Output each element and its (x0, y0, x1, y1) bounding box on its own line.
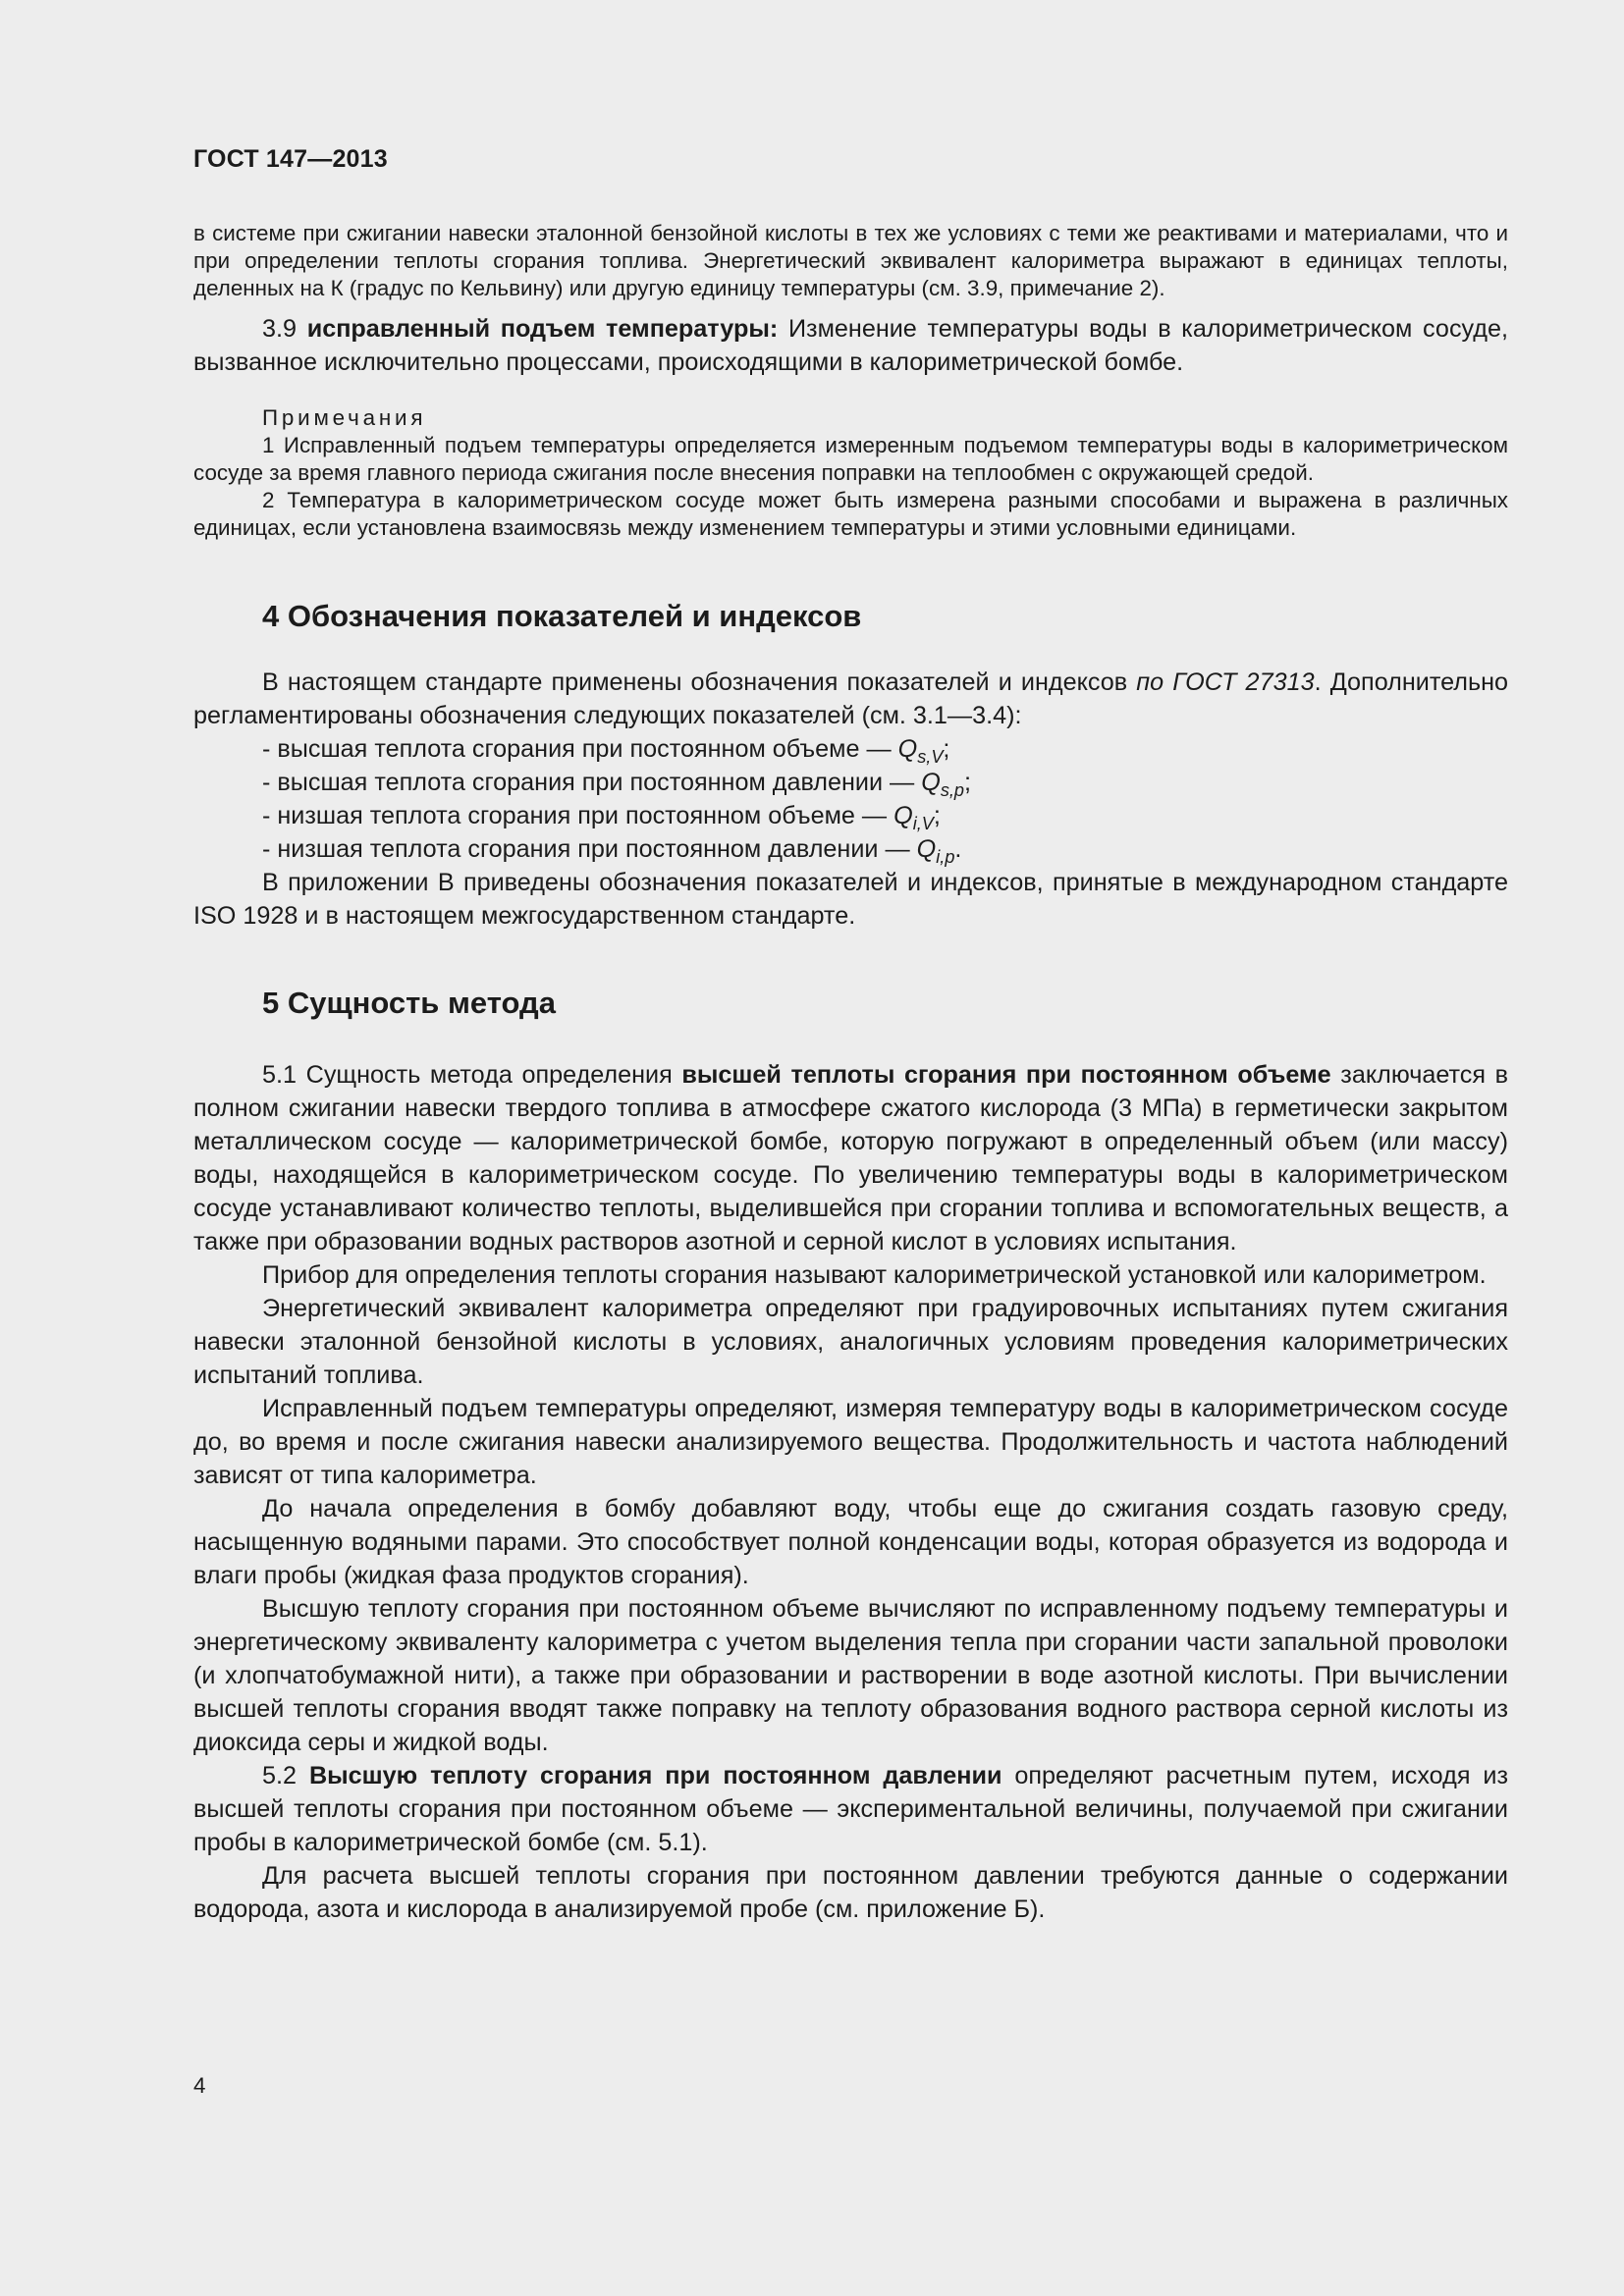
appendix-paragraph: В приложении В приведены обозначения показателей и индексов, принятые в международном стандарте ISO 1928 и в настоящем межгосударственном стандарте. (193, 869, 1508, 930)
term-3-9 (193, 312, 1508, 379)
paragraph-5-1 (193, 1058, 1508, 1258)
page-content (193, 145, 1508, 1926)
term-number: 3.9 (262, 315, 298, 343)
symbol (916, 835, 955, 867)
section-4-heading: 4 Обозначения показателей и индексов (262, 599, 862, 633)
gost-reference: по ГОСТ 27313 (1136, 668, 1315, 696)
list-item (193, 766, 1508, 799)
list-item-end: ; (943, 735, 950, 763)
section-5-heading: 5 Сущность метода (262, 986, 556, 1020)
paragraph: Энергетический эквивалент калориметра определяют при градуировочных испытаниях путем сжигания навески эталонной бензойной кислоты в условиях, аналогичных условиям проведения калориметрических испытаний топлива. (193, 1295, 1508, 1389)
p5-2-pre: 5.2 (262, 1762, 309, 1789)
list-item (193, 732, 1508, 766)
list-item-text: - низшая теплота сгорания при постоянном объеме — (262, 802, 894, 829)
intro-text-end: . Дополнительно регламентированы обозначения следующих показателей (см. 3.1—3.4): (193, 668, 1508, 729)
symbol-letter: Q (897, 735, 918, 763)
p5-2-post: определяют расчетным путем, исходя из высшей теплоты сгорания при постоянном объеме — экспериментальной величины, получаемой при сжигании пробы в калориметрической бомбе (см. 5.1). (193, 1762, 1509, 1856)
p5-1-post: заключается в полном сжигании навески твердого топлива в атмосфере сжатого кислорода (3 МПа) в герметически закрытом металлическом сосуде — калориметрической бомбе, которую погружают в определенный объем (или массу) воды, находящейся в калориметрическом сосуде. По увеличению температуры воды в калориметрическом сосуде устанавливают количество теплоты, выделившейся при сгорании топлива и вспомогательных веществ, а также при образовании водных растворов азотной и серной кислот в условиях испытания. (193, 1061, 1508, 1255)
symbol-subscript: i,p (936, 847, 955, 867)
symbol-subscript: i,V (912, 814, 934, 833)
paragraph: Прибор для определения теплоты сгорания называют калориметрической установкой или калориметром. (262, 1261, 1487, 1289)
symbol-letter: Q (921, 769, 941, 796)
list-item (193, 799, 1508, 832)
list-item-text: - высшая теплота сгорания при постоянном давлении — (262, 769, 922, 796)
term-definition: Изменение температуры воды в калориметрическом сосуде, вызванное исключительно процессами, происходящими в калориметрической бомбе. (193, 315, 1508, 376)
paragraph-5-2 (193, 1759, 1508, 1859)
list-item-end: ; (964, 769, 971, 796)
p5-1-term: высшей теплоты сгорания при постоянном объеме (681, 1061, 1331, 1089)
symbol (897, 735, 944, 767)
list-item (193, 832, 1508, 866)
term-name: исправленный подъем температуры: (306, 315, 779, 343)
symbol-subscript: s,p (940, 780, 964, 800)
symbol (921, 769, 964, 800)
section-4-intro (193, 666, 1508, 732)
note-2: 2 Температура в калориметрическом сосуде может быть измерена разными способами и выражена в различных единицах, если установлена взаимосвязь между изменением температуры и этими условными единицами. (193, 488, 1508, 540)
p5-2-term: Высшую теплоту сгорания при постоянном давлении (308, 1762, 1002, 1789)
paragraph-last: Для расчета высшей теплоты сгорания при постоянном давлении требуются данные о содержании водорода, азота и кислорода в анализируемой пробе (см. приложение Б). (193, 1862, 1508, 1923)
list-item-text: - высшая теплота сгорания при постоянном объеме — (262, 735, 898, 763)
notes-title: Примечания (262, 405, 427, 430)
list-item-end: . (954, 835, 962, 863)
document-header: ГОСТ 147—2013 (193, 145, 388, 173)
symbol (893, 802, 934, 833)
intro-paragraph: в системе при сжигании навески эталонной бензойной кислоты в тех же условиях с теми же реактивами и материалами, что и при определении теплоты сгорания топлива. Энергетический эквивалент калориметра выражают в единицах теплоты, деленных на К (градус по Кельвину) или другую единицу температуры (см. 3.9, примечание 2). (193, 221, 1508, 300)
symbol-letter: Q (893, 802, 913, 829)
list-item-end: ; (933, 802, 941, 829)
paragraph: Исправленный подъем температуры определяют, измеряя температуру воды в калориметрическом сосуде до, во время и после сжигания навески анализируемого вещества. Продолжительность и частота наблюдений зависят от типа калориметра. (193, 1395, 1508, 1489)
paragraph: До начала определения в бомбу добавляют воду, чтобы еще до сжигания создать газовую среду, насыщенную водяными парами. Это способствует полной конденсации воды, которая образуется из водорода и влаги пробы (жидкая фаза продуктов сгорания). (193, 1495, 1508, 1589)
list-item-text: - низшая теплота сгорания при постоянном давлении — (262, 835, 917, 863)
page-number: 4 (193, 2073, 206, 2098)
symbol-letter: Q (916, 835, 937, 863)
notes-block (193, 404, 1508, 542)
symbol-subscript: s,V (917, 747, 944, 767)
paragraph: Высшую теплоту сгорания при постоянном объеме вычисляют по исправленному подъему температуры и энергетическому эквиваленту калориметра с учетом выделения тепла при сгорании части запальной проволоки (и хлопчатобумажной нити), а также при образовании и растворении в воде азотной кислоты. При вычислении высшей теплоты сгорания вводят также поправку на теплоту образования водного раствора серной кислоты из диоксида серы и жидкой воды. (193, 1595, 1508, 1756)
note-1: 1 Исправленный подъем температуры определяется измеренным подъемом температуры воды в калориметрическом сосуде за время главного периода сжигания после внесения поправки на теплообмен с окружающей средой. (193, 433, 1508, 485)
intro-text: В настоящем стандарте применены обозначения показателей и индексов (262, 668, 1137, 696)
p5-1-pre: 5.1 Сущность метода определения (262, 1061, 682, 1089)
